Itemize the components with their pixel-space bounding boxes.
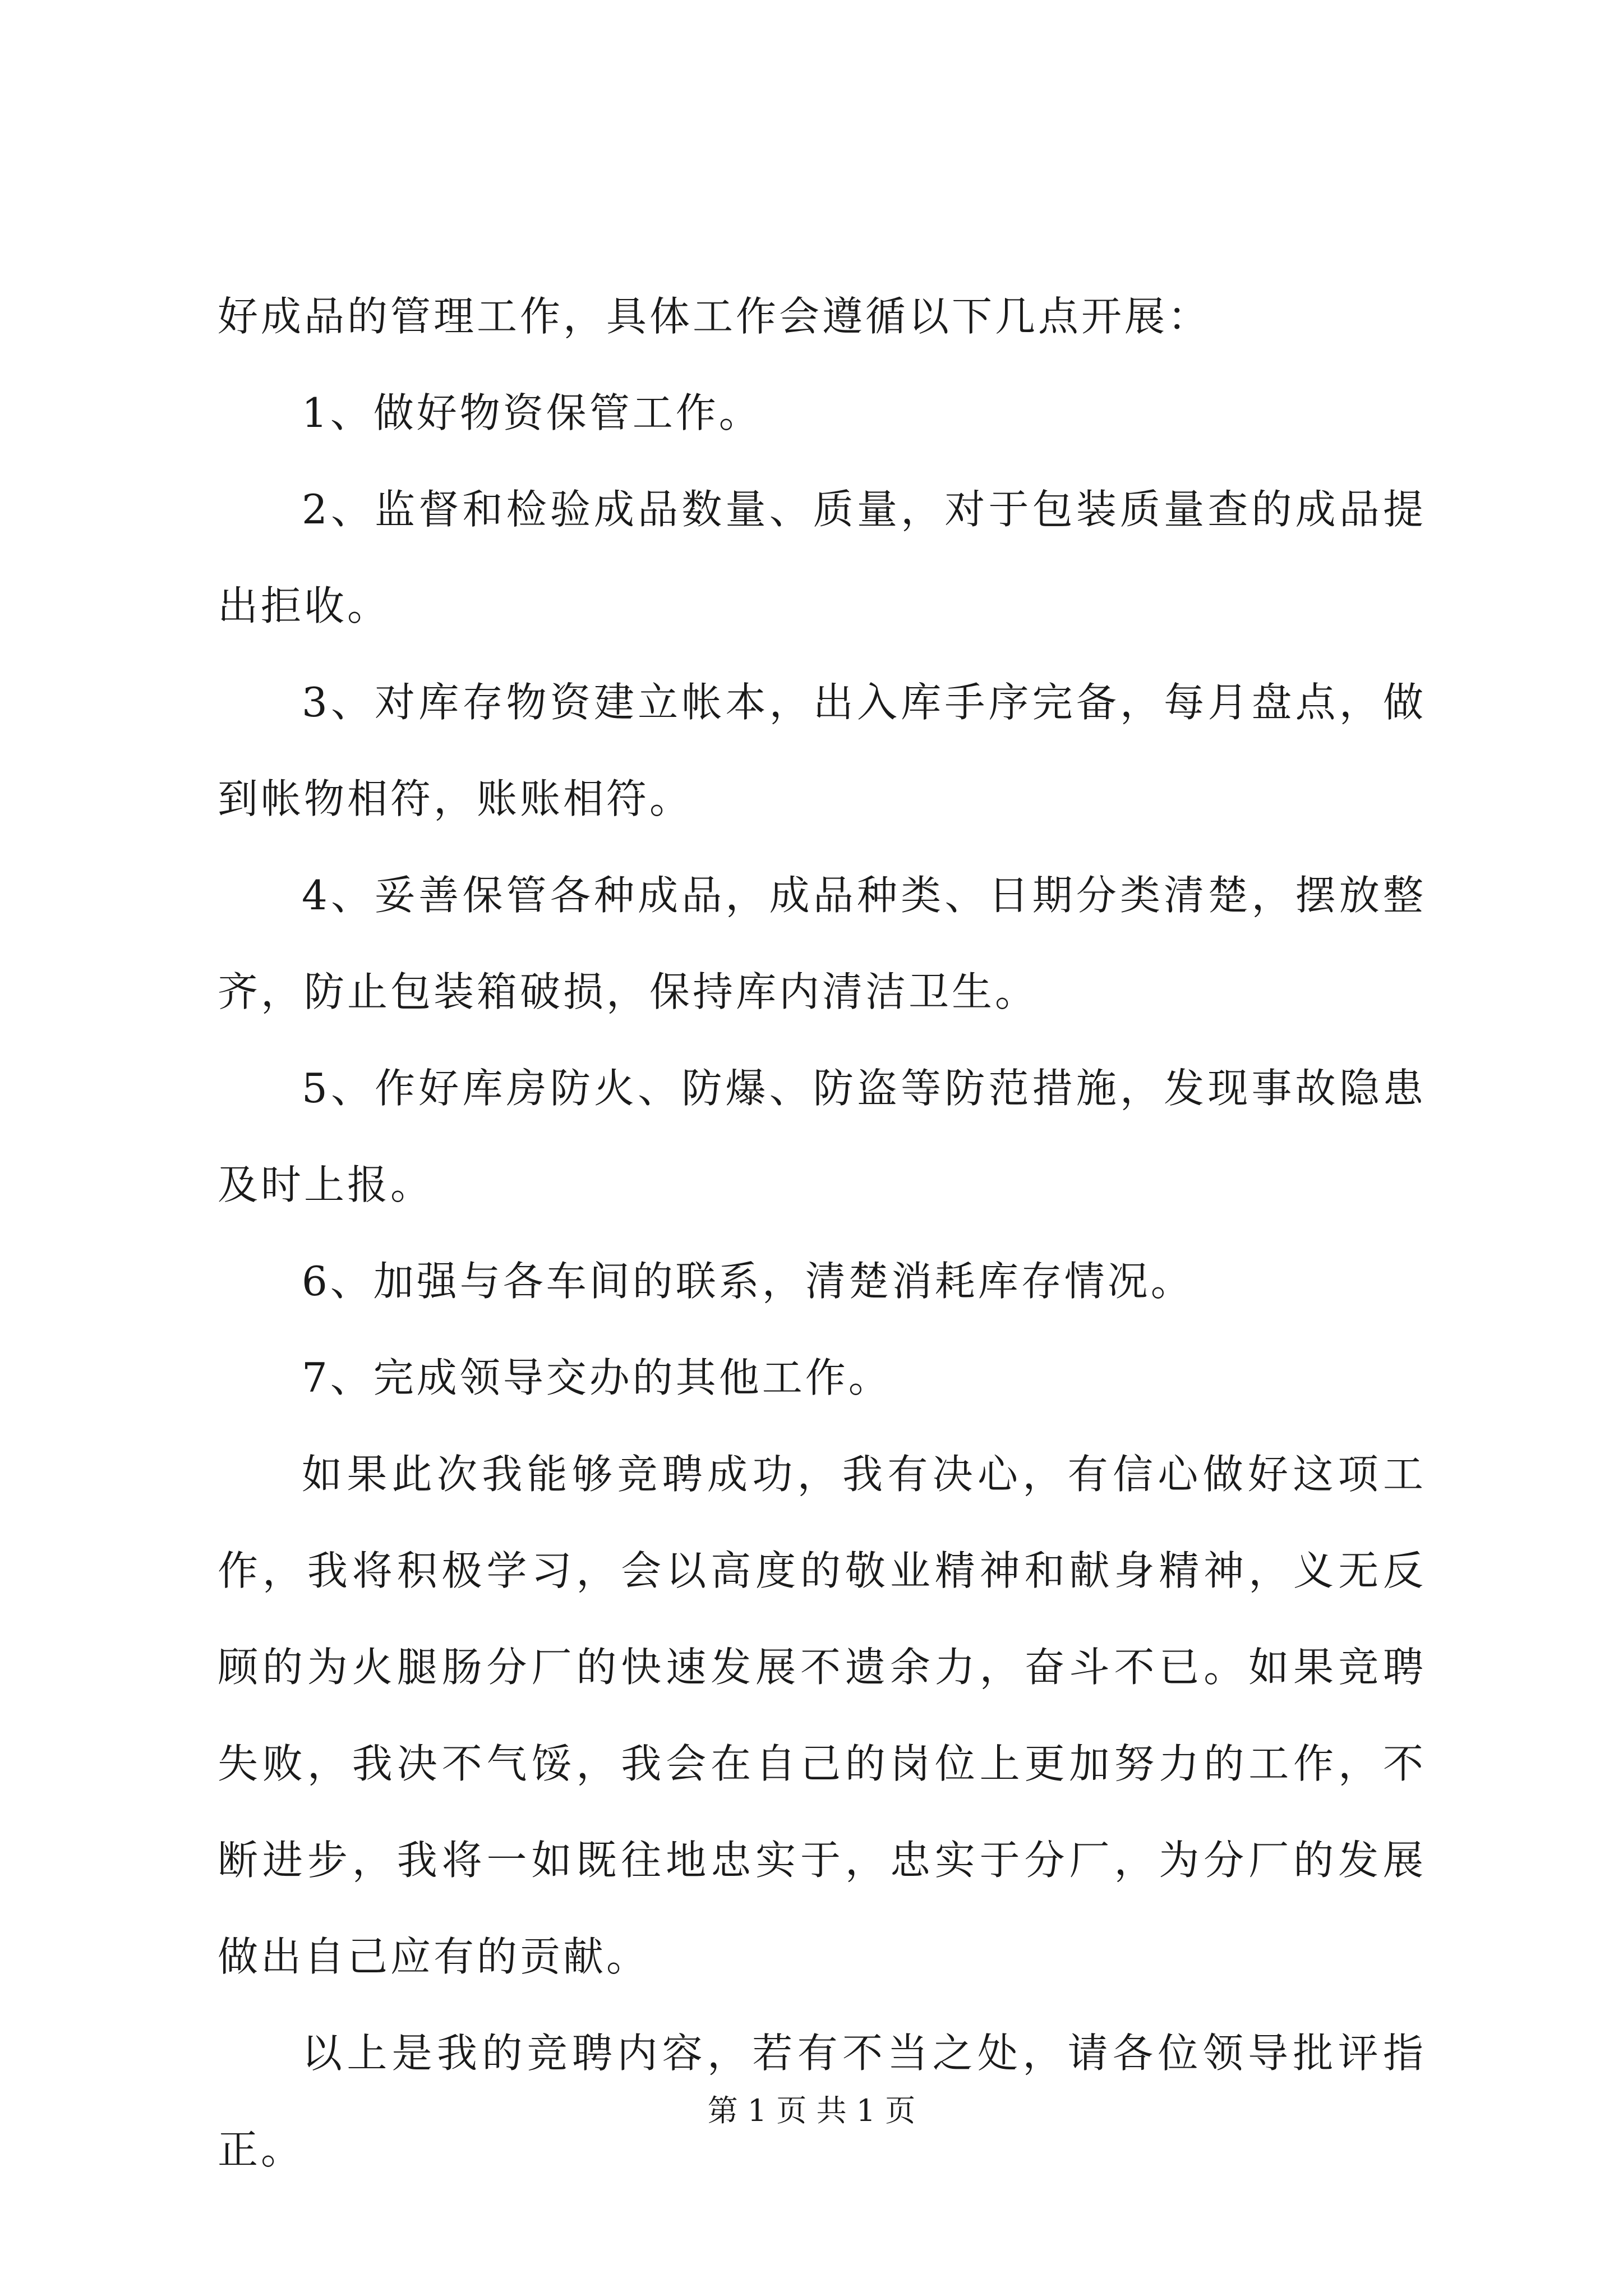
list-item-6: 6、加强与各车间的联系，清楚消耗库存情况。 [302, 1258, 1194, 1305]
document-body [218, 268, 1426, 2198]
list-item-3: 3、对库存物资建立帐本，出入库手序完备，每月盘点，做到帐物相符，账账相符。 [218, 679, 1426, 822]
paragraph-closing: 以上是我的竞聘内容，若有不当之处，请各位领导批评指正。 [218, 2030, 1426, 2173]
paragraph-commitment: 如果此次我能够竞聘成功，我有决心，有信心做好这项工作，我将积极学习，会以高度的敬业精神和献身精神，义无反顾的为火腿肠分厂的快速发展不遗余力，奋斗不已。如果竞聘失败，我决不气馁，我会在自己的岗位上更加努力的工作，不断进步，我将一如既往地忠实于，忠实于分厂，为分厂的发展做出自己应有的贡献。 [218, 1451, 1426, 1980]
paragraph-intro: 好成品的管理工作，具体工作会遵循以下几点开展： [218, 293, 1211, 340]
list-item-5: 5、作好库房防火、防爆、防盗等防范措施，发现事故隐患及时上报。 [218, 1065, 1426, 1208]
page-footer: 第 1 页 共 1 页 [707, 2093, 916, 2128]
list-item-4: 4、妥善保管各种成品，成品种类、日期分类清楚，摆放整齐，防止包装箱破损，保持库内清洁卫生。 [218, 872, 1426, 1015]
list-item-7: 7、完成领导交办的其他工作。 [302, 1354, 892, 1401]
list-item-1: 1、做好物资保管工作。 [302, 389, 762, 436]
list-item-2: 2、监督和检验成品数量、质量，对于包装质量查的成品提出拒收。 [218, 486, 1426, 629]
